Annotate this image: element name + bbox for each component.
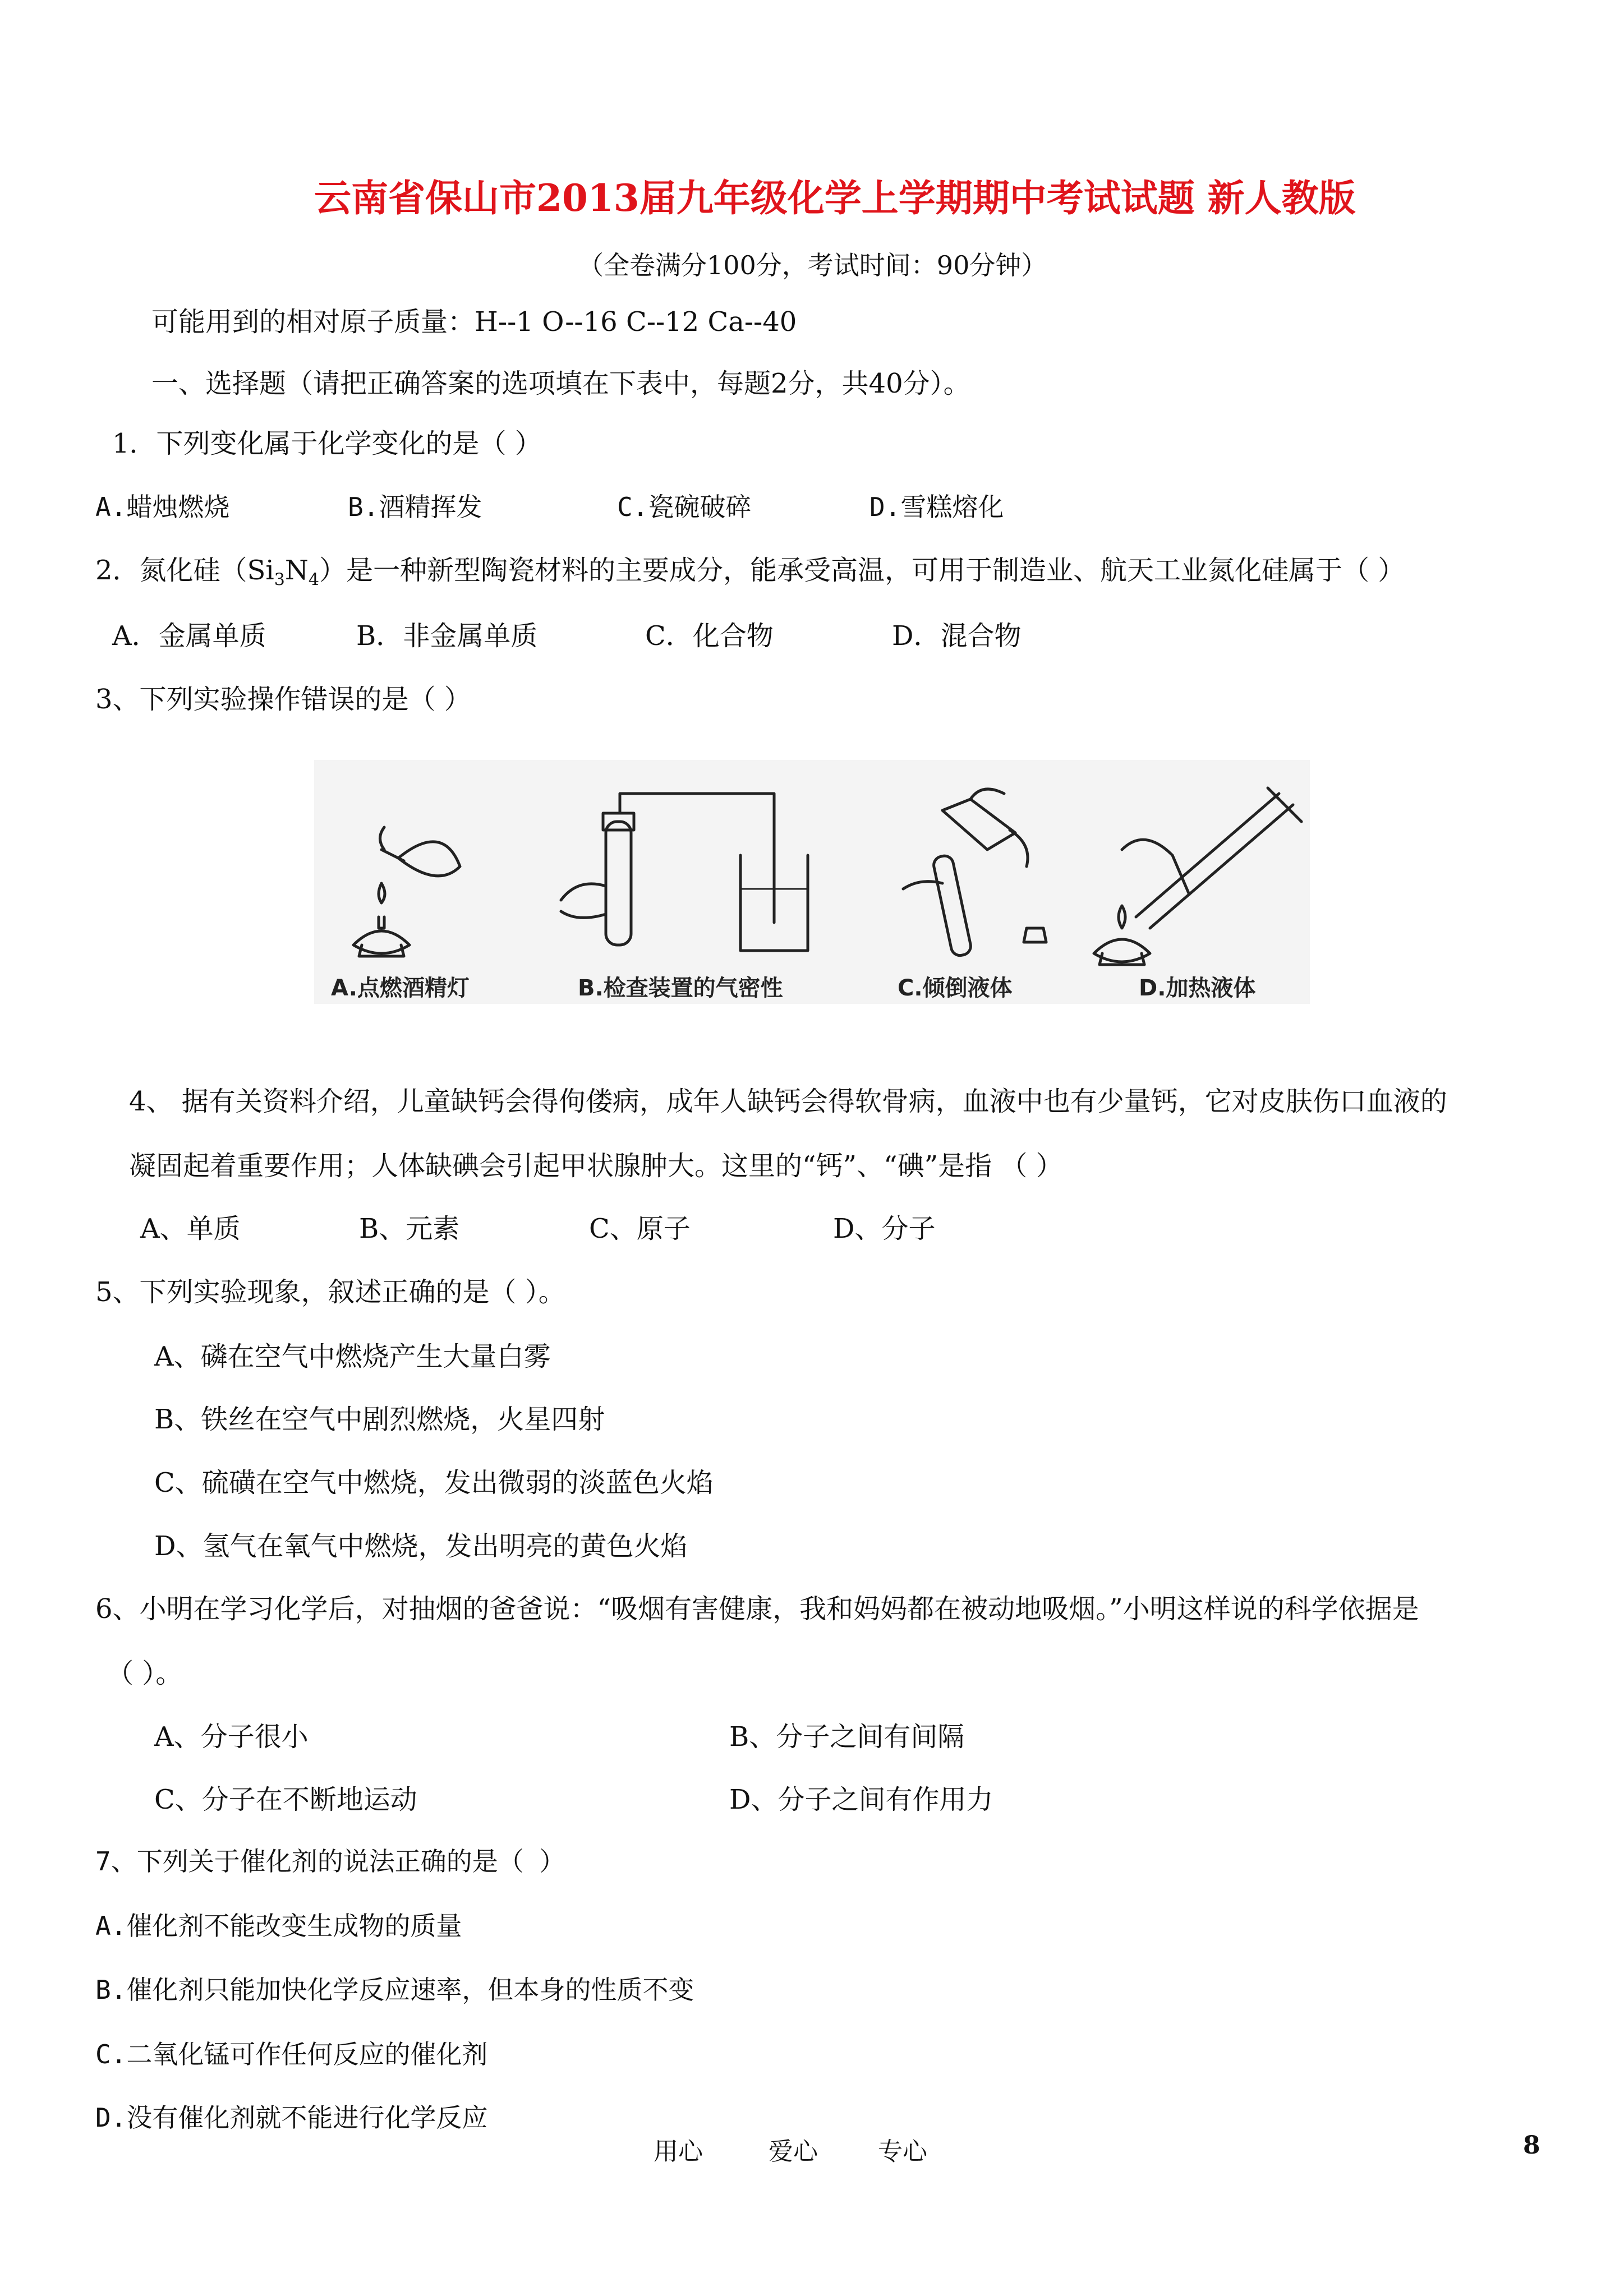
question-1-stem: 1．下列变化属于化学变化的是（ ） xyxy=(112,428,542,459)
caption-c: C.倾倒液体 xyxy=(898,975,1013,1001)
q5-option-d: D、氢气在氧气中燃烧，发出明亮的黄色火焰 xyxy=(154,1530,688,1562)
question-6-stem-line-1: 6、小明在学习化学后，对抽烟的爸爸说：“吸烟有害健康，我和妈妈都在被动地吸烟。”小明这样说的科学依据是 xyxy=(95,1593,1419,1625)
q2-option-a: A．金属单质 xyxy=(112,620,266,652)
caption-a: A.点燃酒精灯 xyxy=(331,975,470,1001)
q6-option-d: D、分子之间有作用力 xyxy=(729,1784,993,1815)
caption-d: D.加热液体 xyxy=(1139,975,1256,1001)
page-number: 8 xyxy=(1523,2131,1540,2160)
q2-option-d: D．混合物 xyxy=(892,620,1022,652)
q2-sub-3: 3 xyxy=(274,570,285,590)
q5-option-a: A、磷在空气中燃烧产生大量白雾 xyxy=(154,1341,551,1372)
section-heading: 一、选择题（请把正确答案的选项填在下表中，每题2分，共40分）。 xyxy=(151,368,970,399)
q5-option-b: B、铁丝在空气中剧烈燃烧，火星四射 xyxy=(154,1404,605,1435)
q4-option-c: C、原子 xyxy=(589,1213,691,1244)
q6-option-c: C、分子在不断地运动 xyxy=(154,1784,417,1815)
question-3-stem: 3、下列实验操作错误的是（ ） xyxy=(95,684,471,715)
question-5-stem: 5、下列实验现象，叙述正确的是（ ）。 xyxy=(95,1276,565,1308)
q7-option-a: A.催化剂不能改变生成物的质量 xyxy=(95,1911,462,1941)
q7-option-d: D.没有催化剂就不能进行化学反应 xyxy=(95,2103,488,2133)
q2-sub-4: 4 xyxy=(308,570,319,590)
footer-text-2: 爱心 xyxy=(769,2137,818,2166)
q7-option-b: B.催化剂只能加快化学反应速率，但本身的性质不变 xyxy=(95,1975,694,2005)
question-2-stem xyxy=(95,548,1405,590)
q1-option-b: B.酒精挥发 xyxy=(348,492,482,522)
q2-stem-end: ）是一种新型陶瓷材料的主要成分，能承受高温，可用于制造业、航天工业氮化硅属于（ ） xyxy=(319,555,1405,586)
q2-option-b: B．非金属单质 xyxy=(356,620,538,652)
q2-option-c: C．化合物 xyxy=(645,620,774,652)
question-4-stem-line-1: 4、 据有关资料介绍，儿童缺钙会得佝偻病，成年人缺钙会得软骨病，血液中也有少量钙，它对皮肤伤口血液的 xyxy=(129,1086,1447,1117)
footer-text-3: 专心 xyxy=(878,2137,927,2166)
q7-option-c: C.二氧化锰可作任何反应的催化剂 xyxy=(95,2039,488,2069)
q4-option-b: B、元素 xyxy=(359,1213,460,1244)
footer-text-1: 用心 xyxy=(654,2137,703,2166)
question-7-stem: 7、下列关于催化剂的说法正确的是（ ） xyxy=(95,1846,565,1877)
q1-option-c: C.瓷碗破碎 xyxy=(617,492,752,522)
caption-b: B.检查装置的气密性 xyxy=(578,975,783,1001)
page-title: 云南省保山市2013届九年级化学上学期期中考试试题 新人教版 xyxy=(314,176,1356,220)
q5-option-c: C、硫磺在空气中燃烧，发出微弱的淡蓝色火焰 xyxy=(154,1467,714,1499)
q4-option-a: A、单质 xyxy=(140,1213,241,1244)
question-4-stem-line-2: 凝固起着重要作用；人体缺碘会引起甲状腺肿大。这里的“钙”、“碘”是指 （ ） xyxy=(129,1150,1063,1182)
q6-option-b: B、分子之间有间隔 xyxy=(729,1721,965,1753)
q1-option-a: A.蜡烛燃烧 xyxy=(95,492,230,522)
atomic-masses: 可能用到的相对原子质量：H--1 O--16 C--12 Ca--40 xyxy=(151,306,797,338)
q1-option-d: D.雪糕熔化 xyxy=(869,492,1004,522)
exam-info: （全卷满分100分，考试时间：90分钟） xyxy=(578,250,1047,280)
q6-option-a: A、分子很小 xyxy=(154,1721,309,1753)
lab-operations-figure xyxy=(314,760,1310,1004)
question-6-stem-line-2: （ ）。 xyxy=(107,1658,183,1689)
q2-n: N xyxy=(284,555,309,586)
q2-stem-start: 2．氮化硅（Si xyxy=(95,555,274,586)
q4-option-d: D、分子 xyxy=(833,1213,936,1244)
